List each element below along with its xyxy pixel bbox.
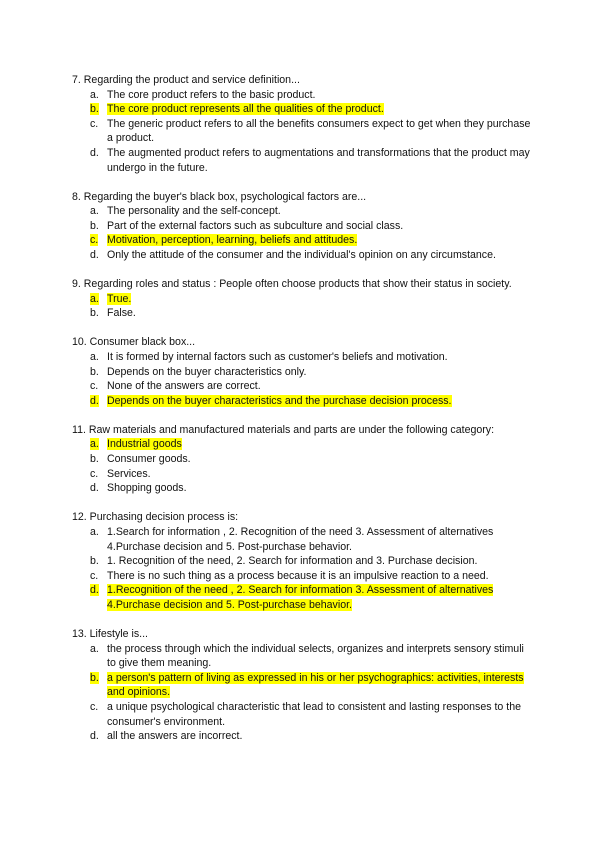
- option-letter-text: b.: [90, 555, 99, 568]
- option-text: [107, 88, 532, 103]
- option-text-content: Motivation, perception, learning, beliefs and attitudes.: [107, 234, 358, 247]
- option-text-content: Industrial goods: [107, 438, 182, 451]
- answer-option: [72, 642, 532, 671]
- option-letter: [90, 350, 107, 365]
- option-text-content: 1.Search for information , 2. Recognition of the need 3. Assessment of alternatives 4.Purchase decision and 5. Post-purchase behavior.: [107, 525, 494, 553]
- option-text: [107, 350, 532, 365]
- highlighted-answer-option: [72, 292, 532, 307]
- option-text-content: There is no such thing as a process because it is an impulsive reaction to a need.: [107, 569, 489, 582]
- option-letter: [90, 88, 107, 103]
- option-letter: [90, 146, 107, 175]
- answer-option: [72, 467, 532, 482]
- option-text-content: The core product represents all the qualities of the product.: [107, 103, 384, 116]
- answer-option: [72, 117, 532, 146]
- option-text-content: Consumer goods.: [107, 453, 191, 466]
- option-text-content: The core product refers to the basic product.: [107, 88, 316, 101]
- question-7: [72, 73, 532, 175]
- option-letter: [90, 729, 107, 744]
- option-text: [107, 554, 532, 569]
- question-10: [72, 335, 532, 408]
- question-text: 7. Regarding the product and service definition...: [72, 74, 300, 86]
- highlighted-answer-option: [72, 102, 532, 117]
- option-text-content: The personality and the self-concept.: [107, 205, 281, 218]
- answer-option: [72, 569, 532, 584]
- option-letter-text: b.: [90, 671, 99, 684]
- option-letter-text: a.: [90, 88, 99, 101]
- option-letter-text: b.: [90, 307, 99, 320]
- answer-option: [72, 379, 532, 394]
- question-list: [72, 73, 532, 758]
- option-text-content: a person's pattern of living as expressed in his or her psychographics: activities, interests and opinions.: [107, 671, 524, 699]
- highlighted-answer-option: [72, 671, 532, 700]
- option-letter-text: c.: [90, 467, 99, 480]
- option-text: [107, 292, 532, 307]
- option-text-content: Only the attitude of the consumer and the individual's opinion on any circumstance.: [107, 249, 496, 262]
- question-text: 9. Regarding roles and status : People often choose products that show their status in society.: [72, 278, 512, 291]
- answer-option: [72, 554, 532, 569]
- highlighted-answer-option: [72, 437, 532, 452]
- question-text: 8. Regarding the buyer's black box, psychological factors are...: [72, 190, 367, 203]
- option-letter: [90, 671, 107, 700]
- option-text: [107, 481, 532, 496]
- option-letter-text: d.: [90, 146, 99, 159]
- question-12: [72, 510, 532, 612]
- option-letter: [90, 437, 107, 452]
- option-text-content: The augmented product refers to augmentations and transformations that the product may undergo in the future.: [107, 146, 530, 174]
- option-letter: [90, 365, 107, 380]
- option-letter-text: c.: [90, 700, 99, 713]
- question-text: 11. Raw materials and manufactured materials and parts are under the following category:: [72, 423, 495, 436]
- option-text: [107, 671, 532, 700]
- option-letter-text: c.: [90, 117, 99, 130]
- option-text-content: all the answers are incorrect.: [107, 730, 243, 743]
- option-text-content: None of the answers are correct.: [107, 380, 261, 393]
- option-letter-text: a.: [90, 292, 99, 305]
- option-list: [72, 88, 532, 176]
- question-text: 13. Lifestyle is...: [72, 628, 148, 640]
- option-letter-text: b.: [90, 103, 99, 116]
- option-letter-text: b.: [90, 453, 99, 466]
- option-text: [107, 117, 532, 146]
- answer-option: [72, 204, 532, 219]
- highlighted-answer-option: [72, 233, 532, 248]
- option-letter: [90, 219, 107, 234]
- option-letter: [90, 379, 107, 394]
- question-8: [72, 190, 532, 263]
- option-text: [107, 394, 532, 409]
- option-letter: [90, 117, 107, 146]
- option-letter-text: b.: [90, 219, 99, 232]
- option-text-content: True.: [107, 292, 132, 305]
- option-letter-text: d.: [90, 482, 99, 495]
- option-text: [107, 729, 532, 744]
- option-letter: [90, 292, 107, 307]
- option-letter-text: d.: [90, 249, 99, 262]
- option-letter: [90, 204, 107, 219]
- option-text-content: the process through which the individual selects, organizes and interprets sensory stimuli to give them meaning.: [107, 642, 524, 670]
- option-text: [107, 204, 532, 219]
- option-text: [107, 642, 532, 671]
- option-letter: [90, 394, 107, 409]
- option-letter-text: a.: [90, 525, 99, 538]
- option-text-content: Shopping goods.: [107, 482, 187, 495]
- option-list: [72, 525, 532, 613]
- option-text: [107, 102, 532, 117]
- option-letter: [90, 481, 107, 496]
- option-list: [72, 642, 532, 744]
- option-text: [107, 233, 532, 248]
- option-text: [107, 365, 532, 380]
- option-text-content: 1.Recognition of the need , 2. Search for information 3. Assessment of alternatives 4.Purchase decision and 5. Post-purchase behavior.: [107, 584, 494, 611]
- option-text: [107, 306, 532, 321]
- question-9: [72, 277, 532, 321]
- question-text: 10. Consumer black box...: [72, 336, 196, 349]
- option-letter: [90, 102, 107, 117]
- option-letter: [90, 525, 107, 554]
- option-letter: [90, 306, 107, 321]
- answer-option: [72, 525, 532, 554]
- option-text-content: Depends on the buyer characteristics only.: [107, 365, 307, 378]
- question-text: 12. Purchasing decision process is:: [72, 511, 239, 524]
- option-letter-text: b.: [90, 365, 99, 378]
- answer-option: [72, 700, 532, 729]
- option-letter-text: c.: [90, 234, 99, 247]
- answer-option: [72, 146, 532, 175]
- highlighted-answer-option: [72, 583, 532, 612]
- answer-option: [72, 248, 532, 263]
- option-text-content: 1. Recognition of the need, 2. Search for information and 3. Purchase decision.: [107, 555, 478, 568]
- option-text-content: The generic product refers to all the benefits consumers expect to get when they purchase a product.: [107, 117, 531, 145]
- answer-option: [72, 350, 532, 365]
- option-letter: [90, 452, 107, 467]
- option-letter: [90, 569, 107, 584]
- option-letter: [90, 233, 107, 248]
- option-letter: [90, 554, 107, 569]
- answer-option: [72, 481, 532, 496]
- highlighted-answer-option: [72, 394, 532, 409]
- option-letter-text: a.: [90, 351, 99, 363]
- option-letter: [90, 248, 107, 263]
- option-text: [107, 583, 532, 612]
- option-letter: [90, 642, 107, 671]
- option-text-content: False.: [107, 307, 136, 320]
- option-letter-text: d.: [90, 730, 99, 743]
- answer-option: [72, 306, 532, 321]
- option-letter-text: a.: [90, 438, 99, 451]
- option-text: [107, 248, 532, 263]
- answer-option: [72, 729, 532, 744]
- option-list: [72, 350, 532, 408]
- answer-option: [72, 452, 532, 467]
- option-letter-text: d.: [90, 394, 99, 407]
- option-letter-text: c.: [90, 569, 99, 582]
- option-letter-text: a.: [90, 205, 99, 218]
- option-list: [72, 437, 532, 495]
- option-letter: [90, 583, 107, 612]
- option-text: [107, 452, 532, 467]
- question-13: [72, 627, 532, 744]
- option-text: [107, 146, 532, 175]
- option-text-content: Part of the external factors such as subculture and social class.: [107, 219, 404, 232]
- option-text-content: Depends on the buyer characteristics and the purchase decision process.: [107, 394, 452, 407]
- answer-option: [72, 219, 532, 234]
- option-text: [107, 525, 532, 554]
- answer-option: [72, 88, 532, 103]
- option-list: [72, 292, 532, 321]
- question-11: [72, 423, 532, 496]
- option-text-content: Services.: [107, 467, 151, 480]
- option-text-content: a unique psychological characteristic that lead to consistent and lasting responses to the consumer's environment.: [107, 700, 521, 728]
- option-text: [107, 219, 532, 234]
- answer-option: [72, 365, 532, 380]
- option-text: [107, 467, 532, 482]
- option-letter-text: c.: [90, 380, 99, 393]
- option-list: [72, 204, 532, 262]
- option-letter-text: a.: [90, 642, 99, 655]
- option-letter-text: d.: [90, 584, 99, 597]
- option-text-content: It is formed by internal factors such as customer's beliefs and motivation.: [107, 351, 448, 363]
- option-text: [107, 700, 532, 729]
- option-text: [107, 569, 532, 584]
- option-letter: [90, 700, 107, 729]
- option-text: [107, 437, 532, 452]
- option-text: [107, 379, 532, 394]
- option-letter: [90, 467, 107, 482]
